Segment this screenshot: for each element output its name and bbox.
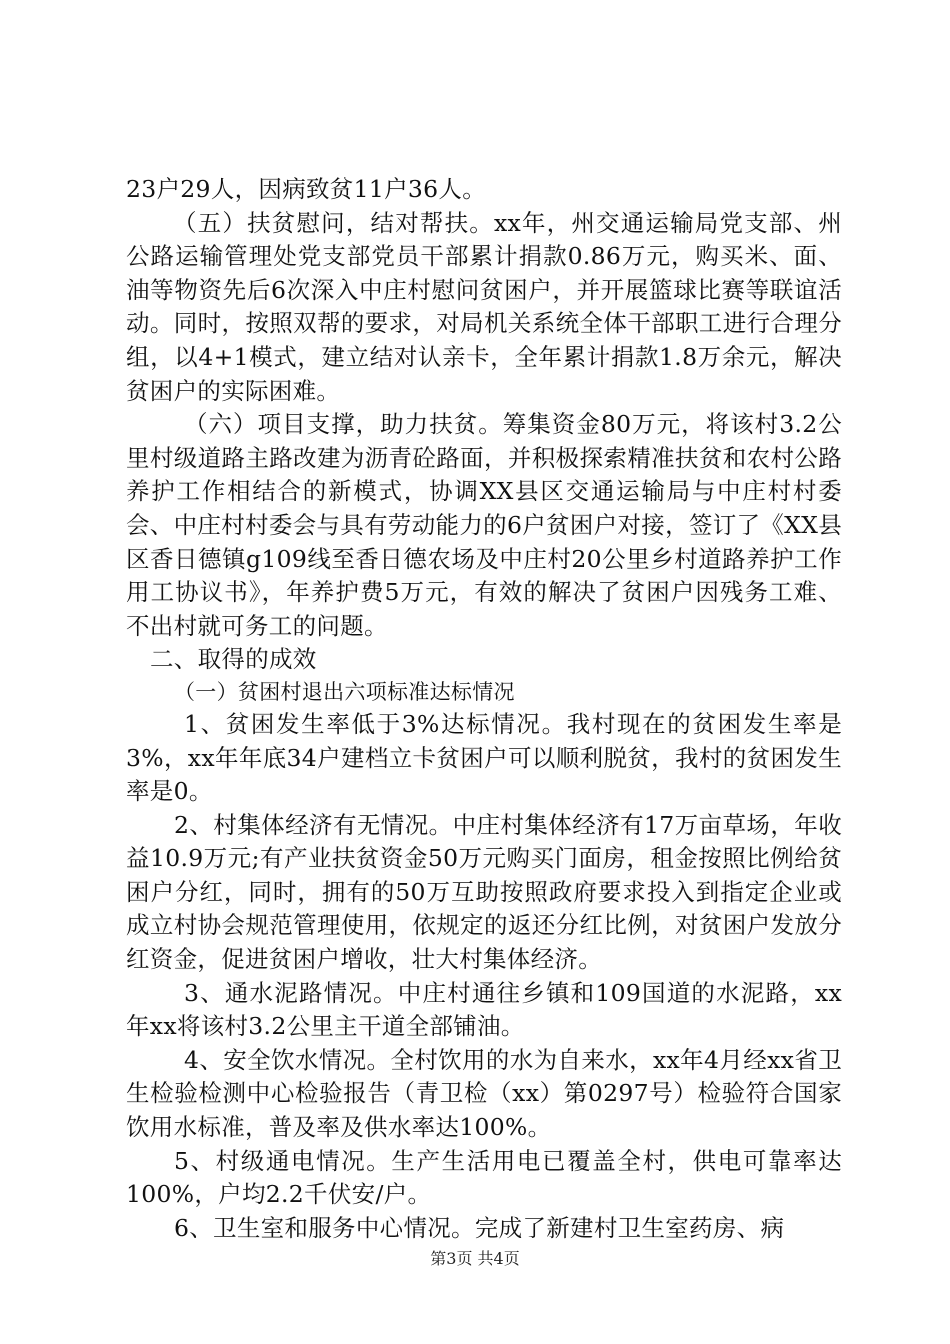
document-body [126,173,842,1245]
page-number-footer: 第3页 共4页 [430,1249,520,1268]
paragraph-section-six: （六）项目支撑，助力扶贫。筹集资金80万元，将该村3.2公里村级道路主路改建为沥青砼路面，并积极探索精准扶贫和农村公路养护工作相结合的新模式，协调XX县区交通运输局与中庄村村委会、中庄村村委会与具有劳动能力的6户贫困户对接，签订了《XX县区香日德镇g109线至香日德农场及中庄村20公里乡村道路养护工作用工协议书》，年养护费5万元，有效的解决了贫困户因残务工难、不出村就可务工的问题。 [126,410,842,640]
heading-achievements: 二、取得的成效 [150,645,317,674]
paragraph-item-3: 3、通水泥路情况。中庄村通往乡镇和109国道的水泥路，xx年xx将该村3.2公里主干道全部铺油。 [126,978,842,1041]
paragraph-item-5: 5、村级通电情况。生产生活用电已覆盖全村，供电可靠率达100%，户均2.2千伏安/户。 [126,1146,842,1209]
paragraph-item-1: 1、贫困发生率低于3%达标情况。我村现在的贫困发生率是3%，xx年年底34户建档立卡贫困户可以顺利脱贫，我村的贫困发生率是0。 [126,709,842,806]
heading-six-standards: （一）贫困村退出六项标准达标情况 [174,679,515,704]
paragraph-section-five: （五）扶贫慰问，结对帮扶。xx年，州交通运输局党支部、州公路运输管理处党支部党员干部累计捐款0.86万元，购买米、面、油等物资先后6次深入中庄村慰问贫困户，并开展篮球比赛等联谊活动。同时，按照双帮的要求，对局机关系统全体干部职工进行合理分组，以4+1模式，建立结对认亲卡，全年累计捐款1.8万余元，解决贫困户的实际困难。 [126,208,842,405]
paragraph-continuation: 23户29人，因病致贫11户36人。 [126,175,487,203]
paragraph-item-4: 4、安全饮水情况。全村饮用的水为自来水，xx年4月经xx省卫生检验检测中心检验报告（青卫检（xx）第0297号）检验符合国家饮用水标准，普及率及供水率达100%。 [126,1045,842,1142]
paragraph-item-6: 6、卫生室和服务中心情况。完成了新建村卫生室药房、病 [174,1213,785,1242]
paragraph-item-2: 2、村集体经济有无情况。中庄村集体经济有17万亩草场，年收益10.9万元;有产业扶贫资金50万元购买门面房，租金按照比例给贫困户分红，同时，拥有的50万互助按照政府要求投入到指定企业或成立村协会规范管理使用，依规定的返还分红比例，对贫困户发放分红资金，促进贫困户增收，壮大村集体经济。 [126,810,842,974]
